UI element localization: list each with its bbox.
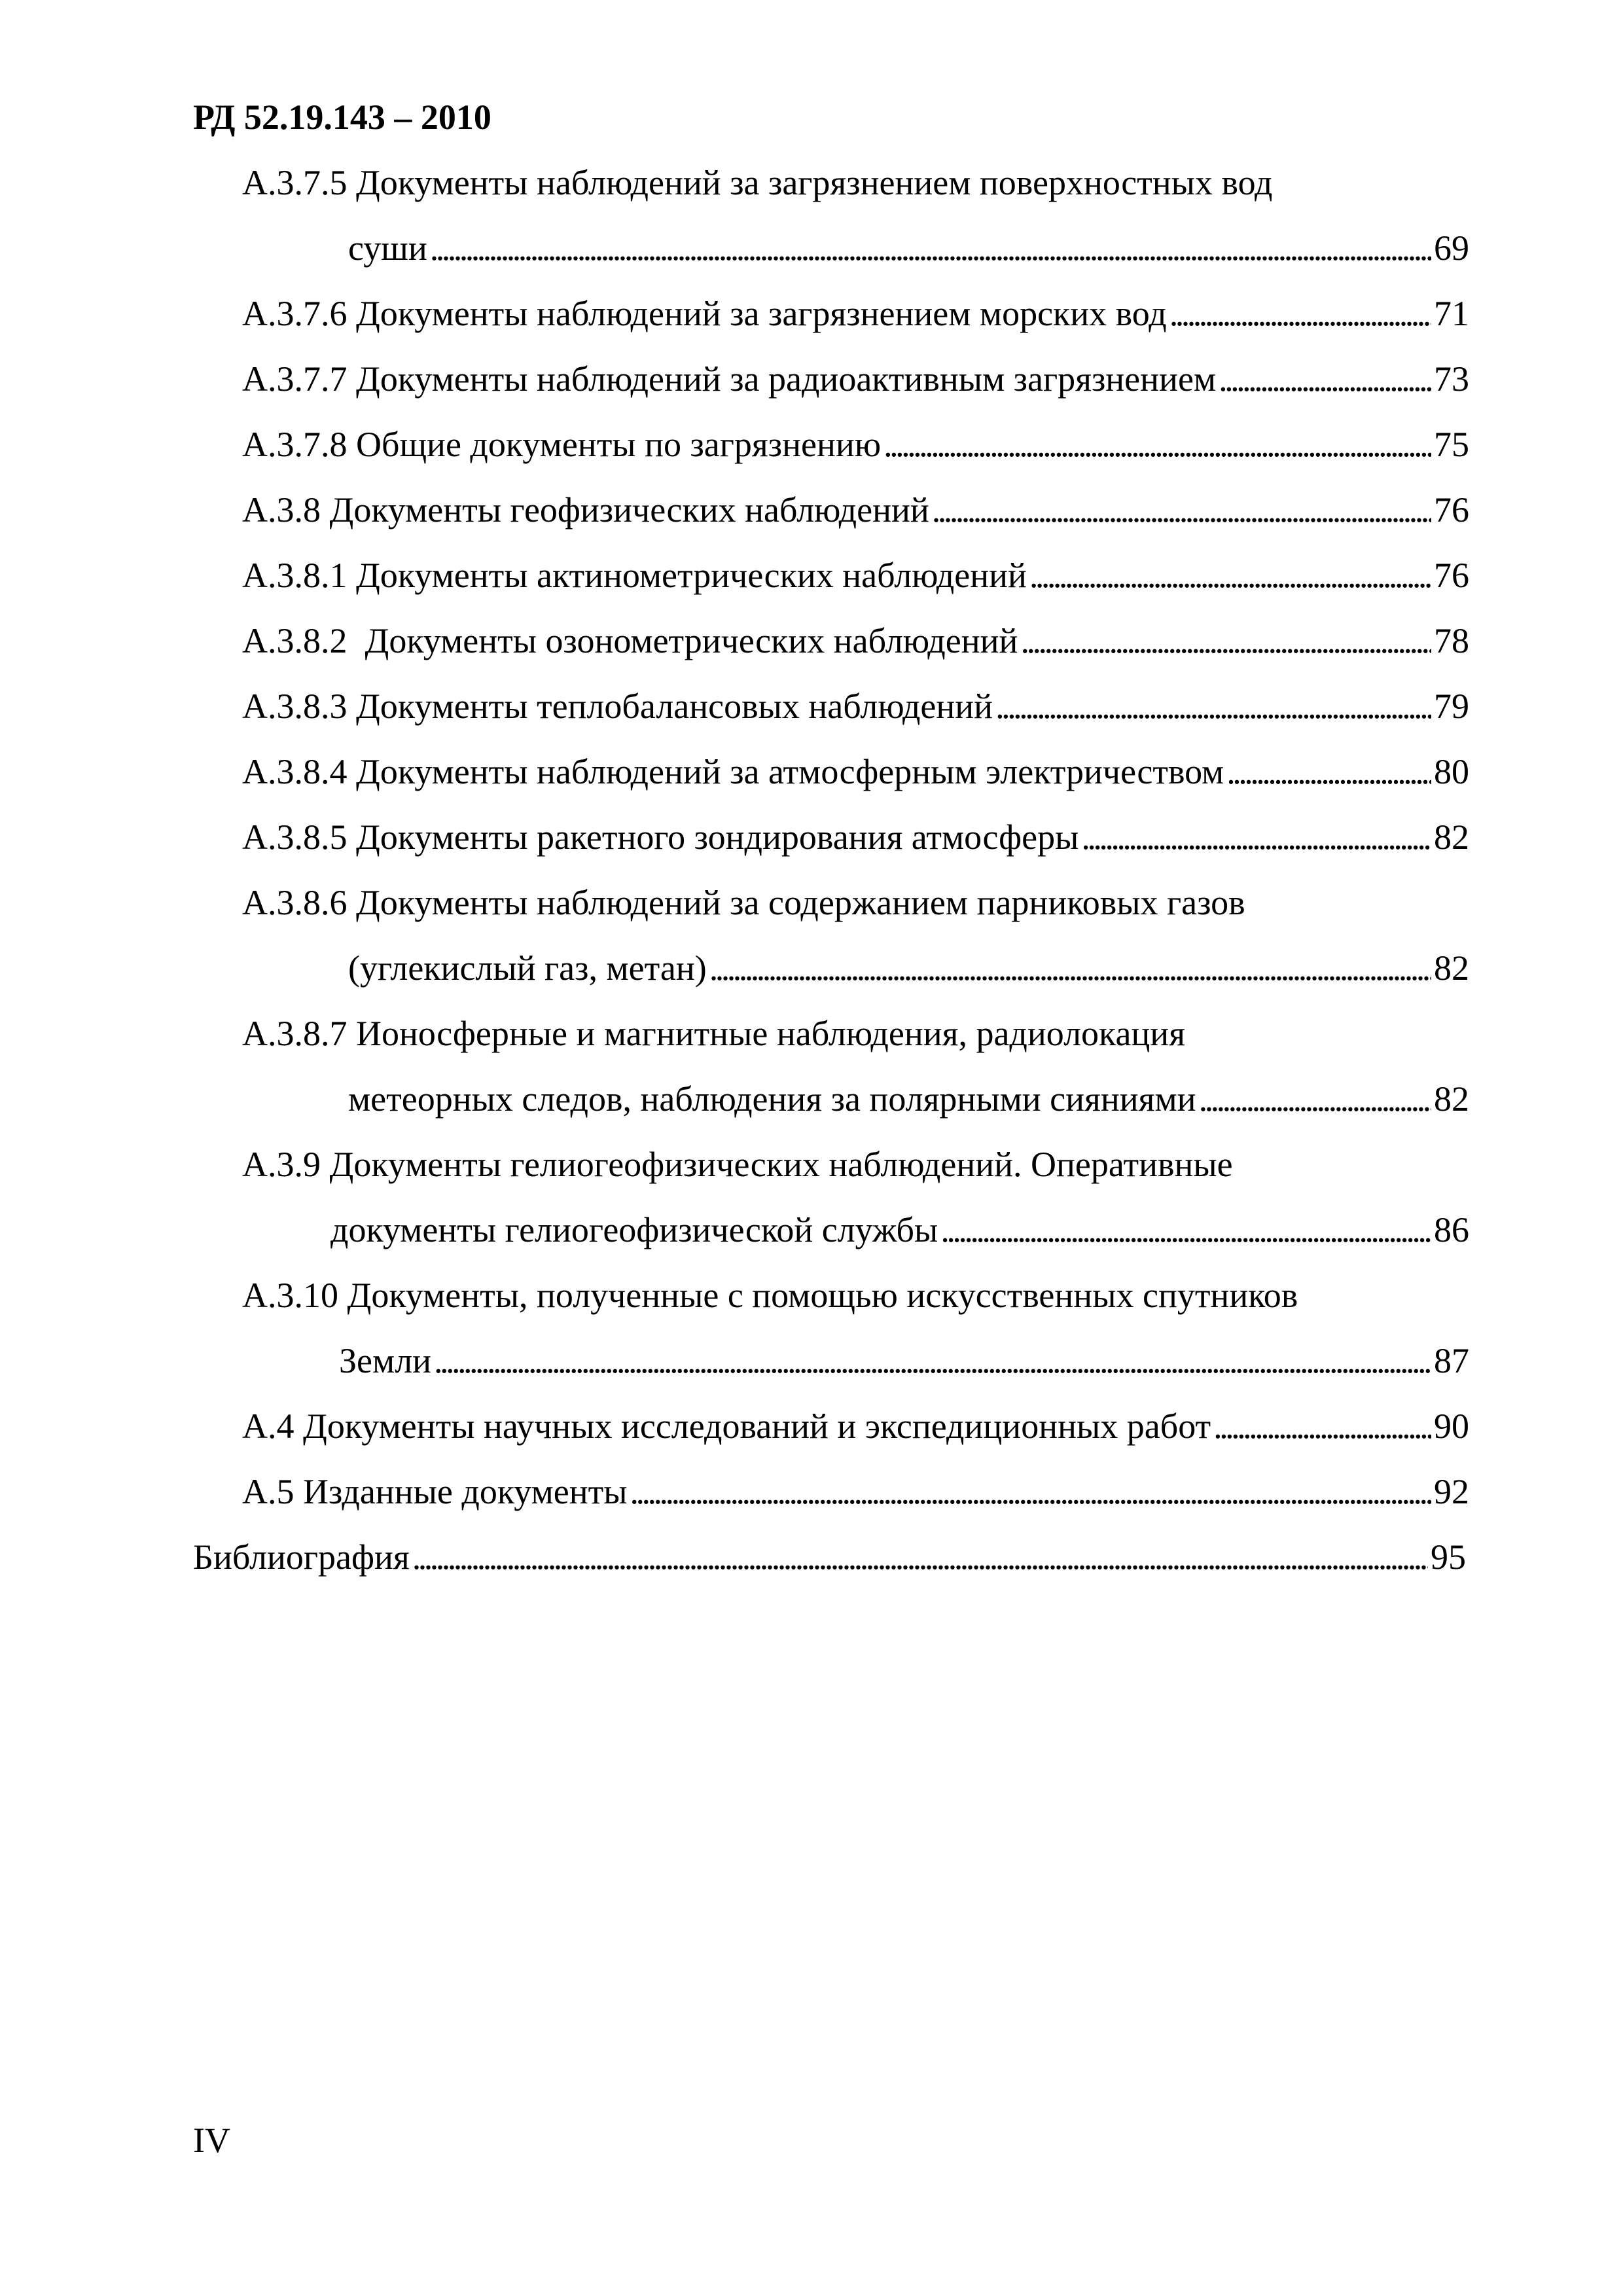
toc-entry-a381[interactable] [242,558,1469,603]
toc-entry-page: 78 [1434,621,1469,660]
toc-entry-title: А.3.8.3 Документы теплобалансовых наблюдений [242,687,993,726]
toc-entry-title: А.3.8.4 Документы наблюдений за атмосферным электричеством [242,752,1224,791]
toc-entry-title: (углекислый газ, метан) [348,948,707,988]
toc-entry-page: 82 [1434,948,1469,988]
toc-entry-a385[interactable] [242,819,1469,865]
toc-entry-a383[interactable] [242,689,1469,734]
page-number: IV [193,2121,230,2160]
toc-entry-title: А.5 Изданные документы [242,1472,628,1511]
toc-entry-a387-line1: А.3.8.7 Ионосферные и магнитные наблюдения, радиолокация [242,1014,1186,1053]
document-code-header: РД 52.19.143 – 2010 [193,98,491,137]
dot-leader [434,1343,1431,1378]
toc-entry-a386[interactable] [348,950,1469,996]
toc-entry-page: 79 [1434,687,1469,726]
toc-entry-title: А.3.8.1 Документы актинометрических наблюдений [242,556,1027,595]
toc-entry-title: А.3.7.8 Общие документы по загрязнению [242,425,882,464]
toc-entry-a378[interactable] [242,427,1469,473]
toc-entry-page: 95 [1431,1537,1466,1577]
dot-leader [1081,819,1431,855]
dot-leader [995,689,1431,724]
toc-entry-a38[interactable] [242,492,1469,538]
dot-leader [1169,296,1431,331]
toc-entry-title: Земли [339,1341,432,1380]
toc-entry-a310-line1: А.3.10 Документы, полученные с помощью искусственных спутников [242,1276,1298,1315]
toc-entry-page: 75 [1434,425,1469,464]
dot-leader [412,1539,1428,1575]
dot-leader [709,950,1431,986]
toc-entry-title: А.3.7.6 Документы наблюдений за загрязнением морских вод [242,294,1167,333]
toc-entry-page: 71 [1434,294,1469,333]
toc-entry-title: А.3.8.5 Документы ракетного зондирования атмосферы [242,817,1079,857]
dot-leader [430,230,1431,266]
toc-entry-a39[interactable] [330,1212,1469,1258]
toc-entry-a387[interactable] [348,1081,1469,1127]
dot-leader [1219,361,1431,397]
toc-entry-page: 80 [1434,752,1469,791]
toc-entry-title: А.3.8 Документы геофизических наблюдений [242,490,929,529]
dot-leader [1029,558,1431,593]
toc-entry-page: 87 [1434,1341,1469,1380]
toc-entry-title: документы гелиогеофизической службы [330,1210,938,1249]
dot-leader [1213,1408,1431,1444]
toc-entry-a384[interactable] [242,754,1469,800]
toc-entry-a310[interactable] [339,1343,1469,1389]
toc-entry-a375-line1: А.3.7.5 Документы наблюдений за загрязнением поверхностных вод [242,163,1273,202]
toc-entry-title: Библиография [193,1537,410,1577]
toc-entry-page: 73 [1434,359,1469,399]
dot-leader [932,492,1431,528]
toc-entry-title: метеорных следов, наблюдения за полярными сияниями [348,1079,1196,1119]
toc-entry-title: А.3.8.2 Документы озонометрических наблюдений [242,621,1018,660]
toc-entry-title: суши [348,228,427,268]
dot-leader [630,1474,1432,1509]
toc-entry-a386-line1: А.3.8.6 Документы наблюдений за содержанием парниковых газов [242,883,1245,922]
dot-leader [1199,1081,1431,1117]
toc-entry-a39-line1: А.3.9 Документы гелиогеофизических наблюдений. Оперативные [242,1145,1233,1184]
dot-leader [883,427,1431,462]
toc-entry-page: 82 [1434,1079,1469,1119]
toc-entry-page: 90 [1434,1407,1469,1446]
toc-entry-page: 92 [1434,1472,1469,1511]
toc-entry-title: А.3.7.7 Документы наблюдений за радиоактивным загрязнением [242,359,1217,399]
toc-entry-a5[interactable] [242,1474,1469,1520]
toc-entry-bibliography[interactable] [193,1539,1466,1585]
dot-leader [940,1212,1431,1247]
toc-entry-a382[interactable] [242,623,1469,669]
toc-entry-page: 86 [1434,1210,1469,1249]
toc-entry-a4[interactable] [242,1408,1469,1454]
toc-entry-a376[interactable] [242,296,1469,342]
toc-entry-page: 69 [1434,228,1469,268]
toc-entry-a375[interactable] [348,230,1469,276]
toc-entry-a377[interactable] [242,361,1469,407]
toc-entry-page: 76 [1434,556,1469,595]
dot-leader [1226,754,1431,789]
toc-entry-page: 76 [1434,490,1469,529]
toc-entry-page: 82 [1434,817,1469,857]
dot-leader [1020,623,1431,658]
toc-entry-title: А.4 Документы научных исследований и экспедиционных работ [242,1407,1211,1446]
